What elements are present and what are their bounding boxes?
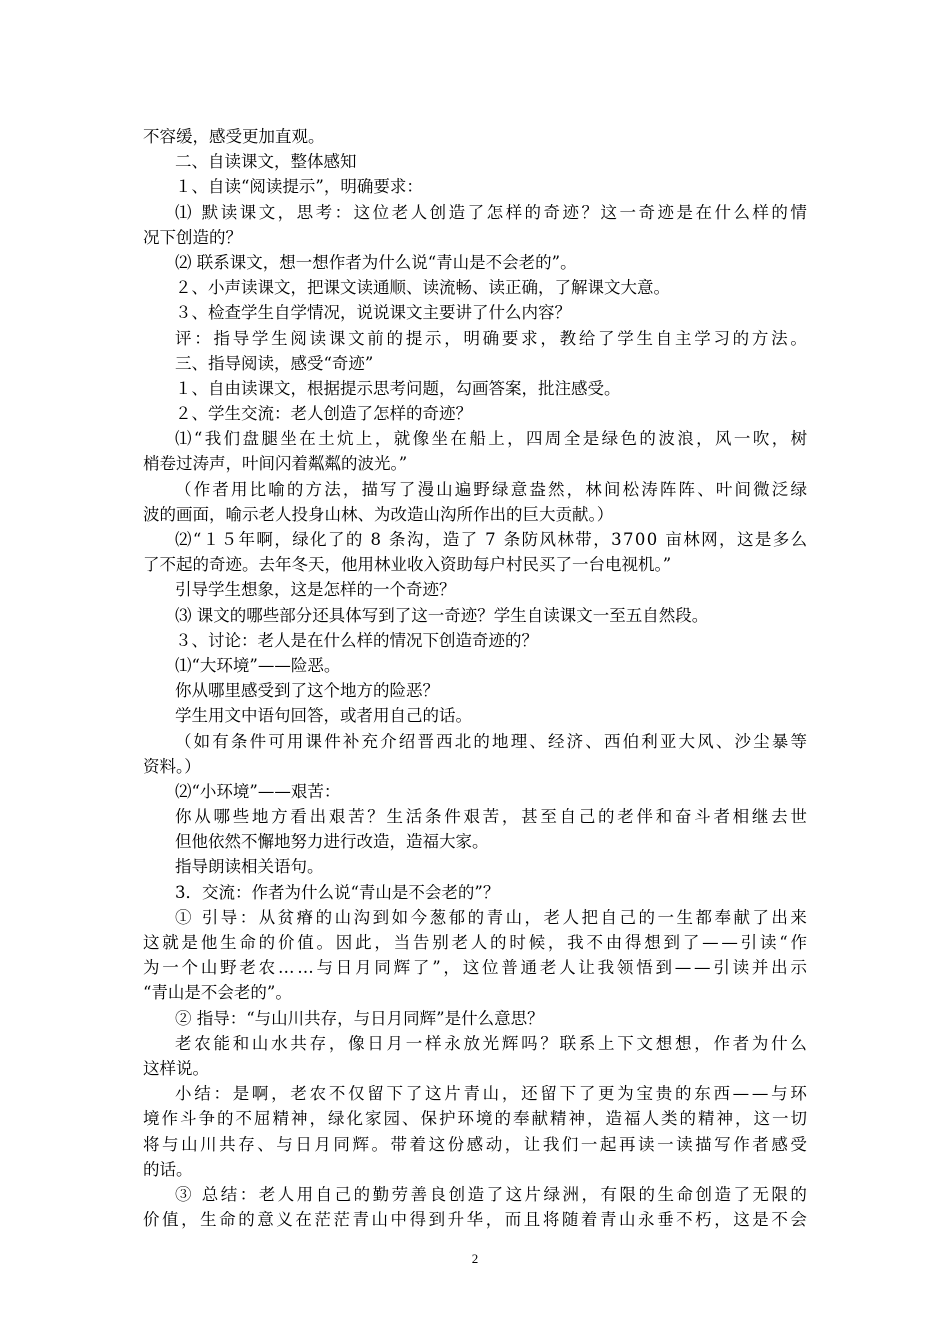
text-line: ２、学生交流：老人创造了怎样的奇迹？ <box>175 404 472 424</box>
text-line: “青山是不会老的”。 <box>143 983 292 1003</box>
text-line: （作者用比喻的方法，描写了漫山遍野绿意盎然，林间松涛阵阵、叶间微泛绿 <box>175 479 810 499</box>
text-line: １、自由读课文，根据提示思考问题，勾画答案，批注感受。 <box>175 378 621 398</box>
text-line: 的话。 <box>143 1159 193 1179</box>
text-line: 将与山川共存、与日月同辉。带着这份感动，让我们一起再读一读描写作者感受 <box>143 1134 810 1154</box>
text-line: ２、小声读课文，把课文读通顺、读流畅、读正确，了解课文大意。 <box>175 278 670 298</box>
text-line: 价值，生命的意义在茫茫青山中得到升华，而且将随着青山永垂不朽，这是不会 <box>143 1210 810 1230</box>
text-line: 二、自读课文，整体感知 <box>175 152 357 172</box>
text-line: ⑴“我们盘腿坐在土炕上，就像坐在船上，四周全是绿色的波浪，风一吹，树 <box>175 429 810 449</box>
text-line: 3．交流：作者为什么说“青山是不会老的”？ <box>175 882 500 902</box>
text-line: １、自读“阅读提示”，明确要求： <box>175 177 423 197</box>
text-line: （如有条件可用课件补充介绍晋西北的地理、经济、西伯利亚大风、沙尘暴等 <box>175 731 810 751</box>
text-line: 境作斗争的不屈精神，绿化家园、保护环境的奉献精神，造福人类的精神，这一切 <box>143 1109 809 1129</box>
body-text <box>143 124 810 1232</box>
text-line: ⑵“小环境”——艰苦： <box>175 781 341 801</box>
text-line: 资料。） <box>143 756 201 776</box>
text-line: 梢卷过涛声，叶间闪着粼粼的波光。” <box>143 454 408 474</box>
text-line: ⑵ 联系课文，想一想作者为什么说“青山是不会老的”。 <box>175 252 577 272</box>
text-line: 指导朗读相关语句。 <box>175 857 324 877</box>
text-line: 学生用文中语句回答，或者用自己的话。 <box>175 706 472 726</box>
text-line: 你从哪里感受到了这个地方的险恶？ <box>175 681 439 701</box>
text-line: ② 指导：“与山川共存，与日月同辉”是什么意思？ <box>175 1008 544 1028</box>
text-line: ⑴“大环境”——险恶。 <box>175 655 341 675</box>
text-line: ⑴ 默读课文，思考：这位老人创造了怎样的奇迹？这一奇迹是在什么样的情 <box>175 202 810 222</box>
text-line: 了不起的奇迹。去年冬天，他用林业收入资助每户村民买了一台电视机。” <box>143 555 672 575</box>
page-number: 2 <box>471 1251 479 1266</box>
text-line: 但他依然不懈地努力进行改造，造福大家。 <box>175 832 489 852</box>
text-line: 评：指导学生阅读课文前的提示，明确要求，教给了学生自主学习的方法。 <box>175 328 810 348</box>
text-line: ③ 总结：老人用自己的勤劳善良创造了这片绿洲，有限的生命创造了无限的 <box>175 1184 810 1204</box>
text-line: 况下创造的？ <box>143 227 242 247</box>
text-line: 波的画面，喻示老人投身山林、为改造山沟所作出的巨大贡献。） <box>143 504 614 524</box>
text-line: ⑶ 课文的哪些部分还具体写到了这一奇迹？学生自读课文一至五自然段。 <box>175 605 709 625</box>
text-line: ⑵“１５年啊，绿化了的 8 条沟，造了 7 条防风林带，3700 亩林网，这是多么 <box>175 530 809 549</box>
text-line: 引导学生想象，这是怎样的一个奇迹？ <box>175 580 456 600</box>
text-line: 不容缓，感受更加直观。 <box>143 127 325 146</box>
text-line: 为一个山野老农……与日月同辉了”，这位普通老人让我领悟到——引读并出示 <box>143 958 810 978</box>
text-line: 小结：是啊，老农不仅留下了这片青山，还留下了更为宝贵的东西——与环 <box>175 1084 810 1104</box>
text-line: ３、讨论：老人是在什么样的情况下创造奇迹的？ <box>175 630 538 650</box>
text-line: 老农能和山水共存，像日月一样永放光辉吗？联系上下文想想，作者为什么 <box>175 1033 810 1053</box>
text-line: 你从哪些地方看出艰苦？生活条件艰苦，甚至自己的老伴和奋斗者相继去世 <box>175 807 810 827</box>
text-line: ３、检查学生自学情况，说说课文主要讲了什么内容？ <box>175 303 571 323</box>
text-line: 这样说。 <box>143 1058 209 1078</box>
text-line: ① 引导：从贫瘠的山沟到如今葱郁的青山，老人把自己的一生都奉献了出来 <box>175 907 810 927</box>
text-line: 三、指导阅读，感受“奇迹” <box>175 353 374 373</box>
text-line: 这就是他生命的价值。因此，当告别老人的时候，我不由得想到了——引读“作 <box>143 933 810 952</box>
